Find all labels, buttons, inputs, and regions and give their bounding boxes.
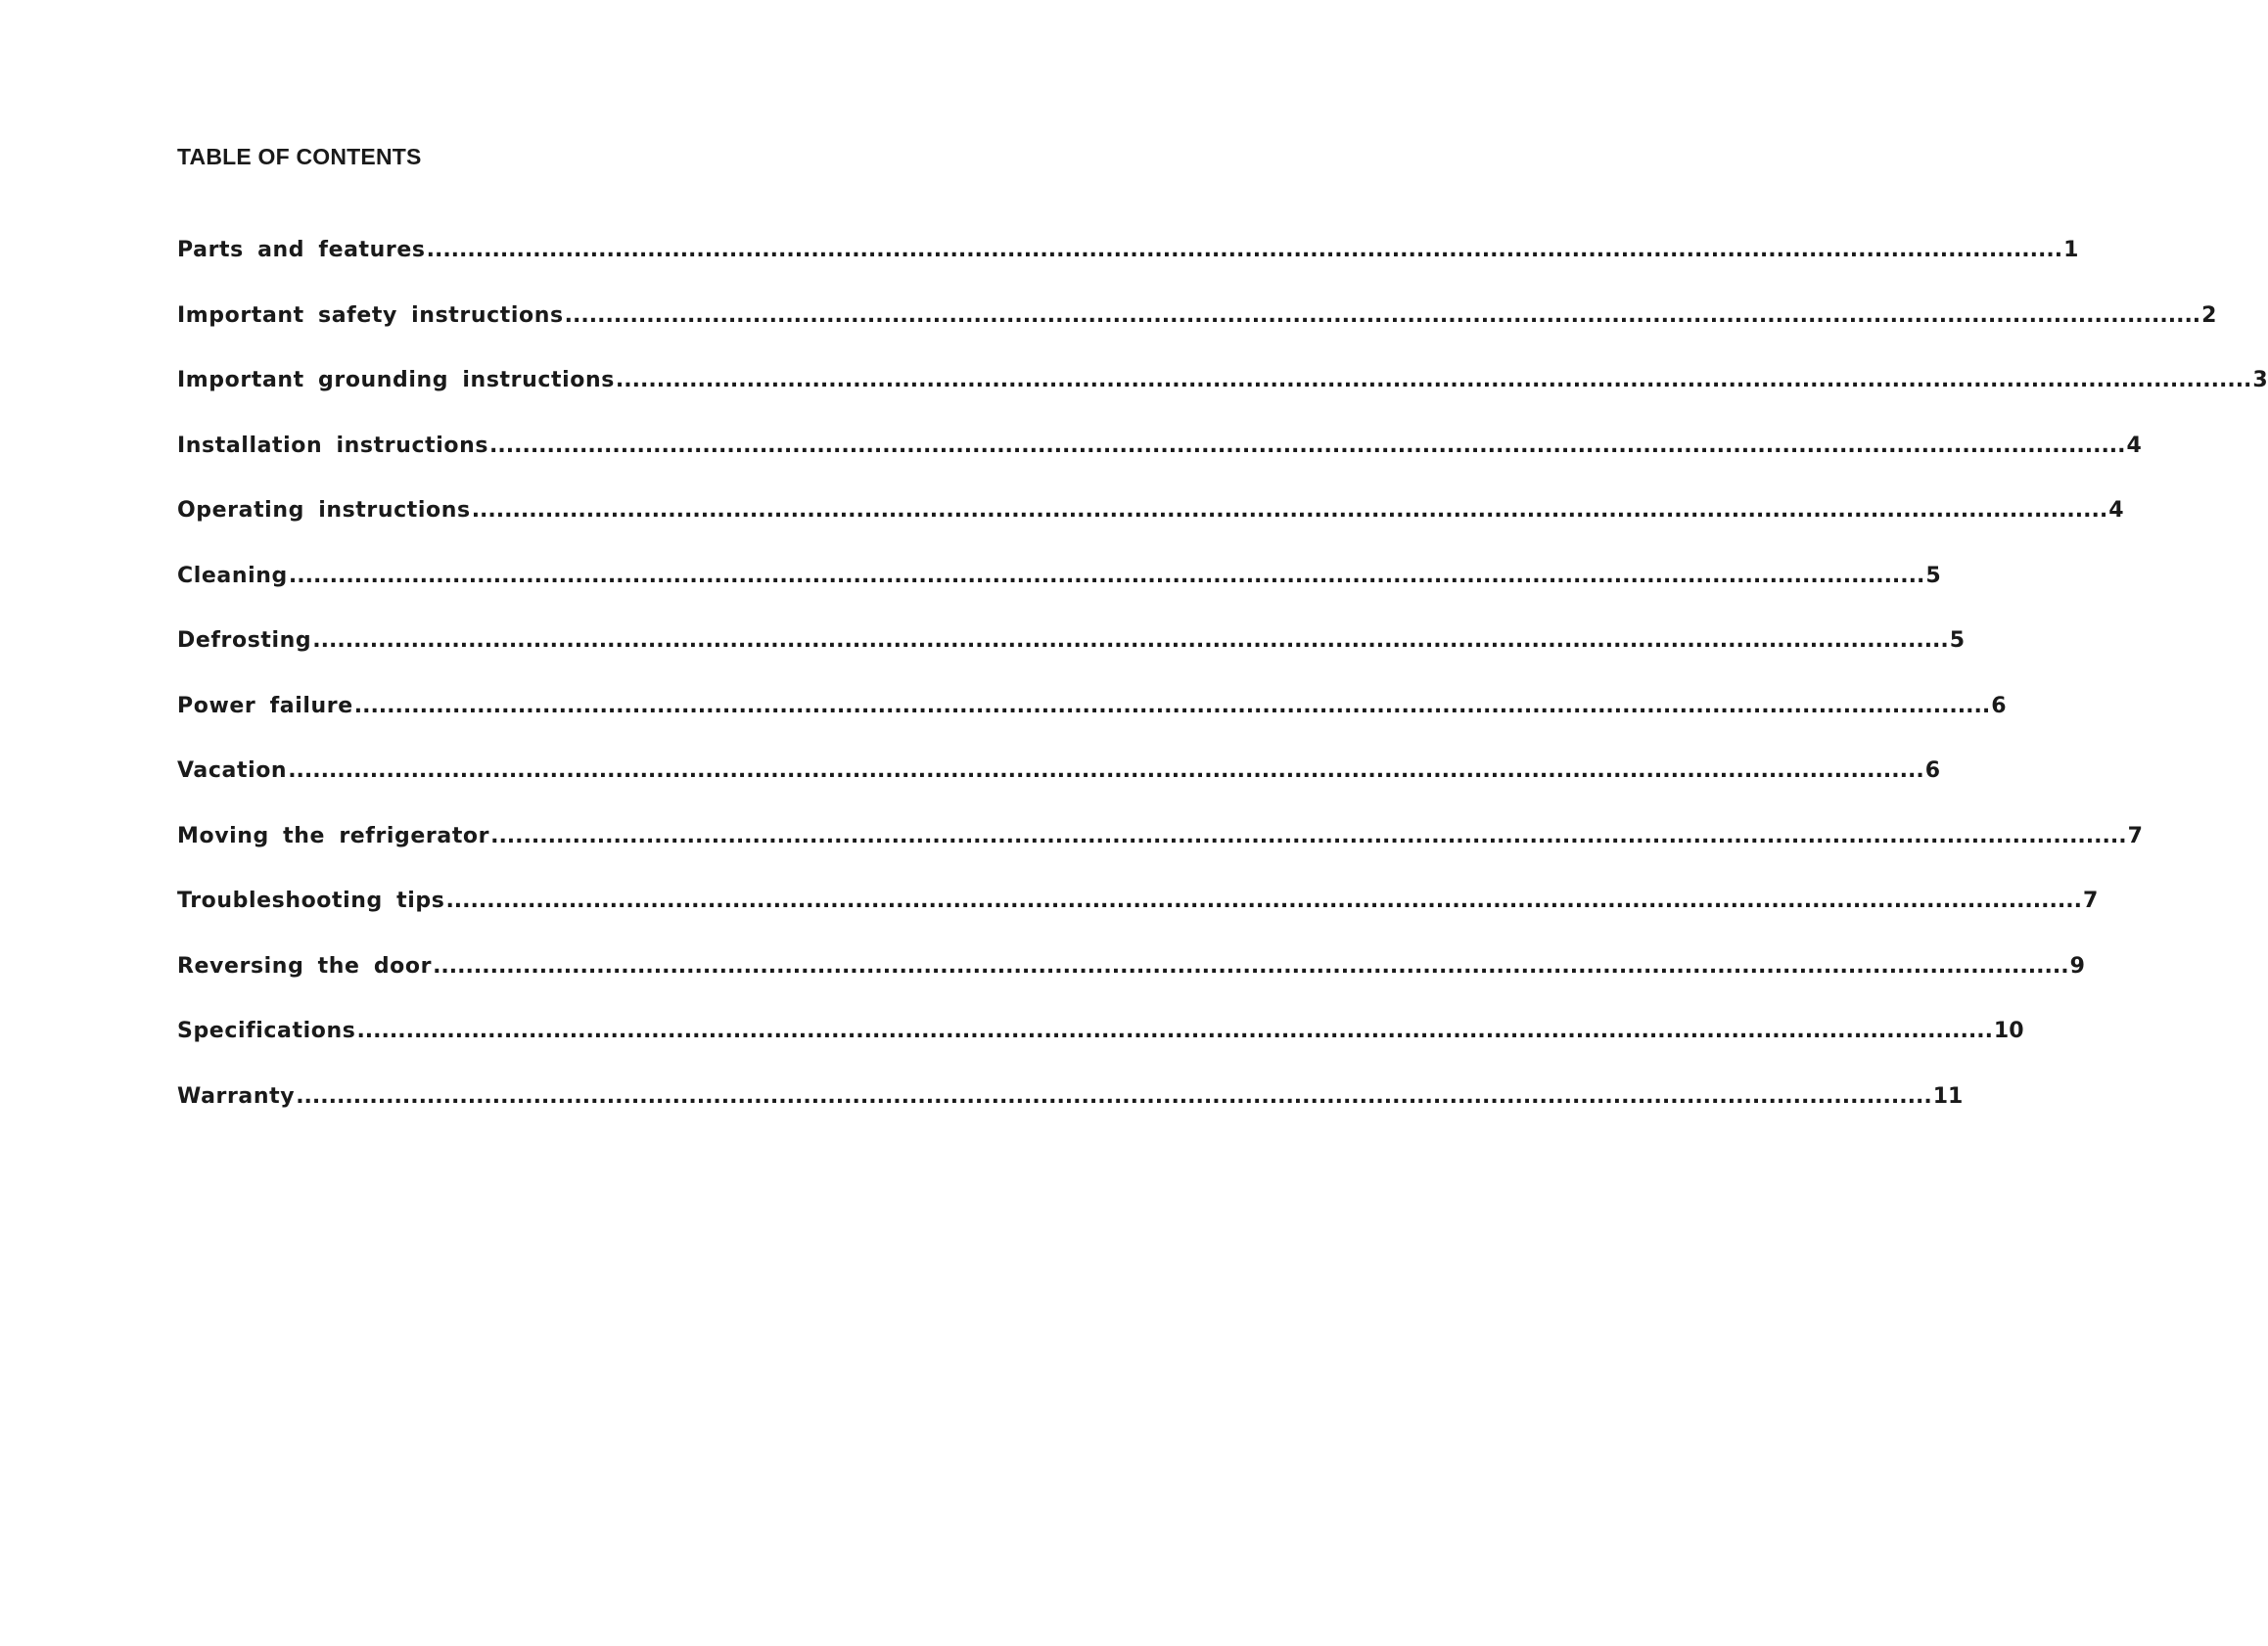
toc-entry-page: 5 xyxy=(1949,628,1966,653)
dot-leader: ........................................................................................................................................................................................................ xyxy=(564,302,2201,328)
toc-entry-troubleshooting-tips[interactable] xyxy=(177,888,2099,953)
toc-entry-label: Moving the refrigerator xyxy=(177,823,490,848)
dot-leader: ........................................................................................................................................................................................................ xyxy=(288,563,1925,588)
toc-entry-label: Parts and features xyxy=(177,238,426,262)
toc-entry-label: Cleaning xyxy=(177,563,288,588)
toc-entry-defrosting[interactable] xyxy=(177,627,1966,693)
toc-entry-page: 6 xyxy=(1991,693,2007,718)
toc-entry-warranty[interactable] xyxy=(177,1083,1964,1149)
toc-entry-moving-the-refrigerator[interactable] xyxy=(177,823,2143,889)
toc-entry-page: 7 xyxy=(2082,889,2099,913)
toc-entry-important-safety-instructions[interactable] xyxy=(177,302,2217,368)
dot-leader: ........................................................................................................................................................................................................ xyxy=(288,758,1924,783)
toc-entry-page: 2 xyxy=(2201,302,2217,328)
toc-entry-page: 5 xyxy=(1925,563,1941,588)
toc-entry-label: Defrosting xyxy=(177,628,312,653)
dot-leader: ........................................................................................................................................................................................................ xyxy=(353,693,1991,718)
dot-leader: ........................................................................................................................................................................................................ xyxy=(615,368,2252,392)
toc-entry-label: Specifications xyxy=(177,1019,356,1043)
toc-entry-page: 4 xyxy=(2126,433,2142,458)
dot-leader: ........................................................................................................................................................................................................ xyxy=(489,433,2126,458)
toc-entry-page: 9 xyxy=(2069,953,2085,979)
toc-entry-label: Vacation xyxy=(177,758,288,783)
toc-entry-vacation[interactable] xyxy=(177,757,1940,823)
toc-entry-label: Operating instructions xyxy=(177,498,471,523)
dot-leader: ........................................................................................................................................................................................................ xyxy=(296,1083,1932,1109)
dot-leader: ........................................................................................................................................................................................................ xyxy=(471,498,2108,523)
dot-leader: ........................................................................................................................................................................................................ xyxy=(356,1019,1993,1043)
toc-entry-installation-instructions[interactable] xyxy=(177,433,2142,498)
toc-entry-page: 1 xyxy=(2063,238,2079,262)
table-of-contents xyxy=(177,237,2268,1148)
dot-leader: ........................................................................................................................................................................................................ xyxy=(426,238,2063,262)
toc-entry-reversing-the-door[interactable] xyxy=(177,953,2085,1019)
toc-entry-page: 3 xyxy=(2252,368,2268,392)
toc-entry-parts-and-features[interactable] xyxy=(177,237,2079,302)
toc-entry-page: 7 xyxy=(2127,823,2143,848)
toc-entry-specifications[interactable] xyxy=(177,1018,2024,1083)
toc-entry-label: Installation instructions xyxy=(177,433,489,458)
toc-entry-page: 11 xyxy=(1932,1083,1964,1109)
toc-entry-label: Reversing the door xyxy=(177,953,433,979)
toc-entry-operating-instructions[interactable] xyxy=(177,497,2124,563)
toc-entry-page: 6 xyxy=(1924,758,1940,783)
toc-entry-label: Important safety instructions xyxy=(177,302,564,328)
dot-leader: ........................................................................................................................................................................................................ xyxy=(490,823,2127,848)
toc-entry-label: Troubleshooting tips xyxy=(177,889,445,913)
toc-entry-label: Important grounding instructions xyxy=(177,368,615,392)
dot-leader: ........................................................................................................................................................................................................ xyxy=(433,953,2069,979)
toc-entry-power-failure[interactable] xyxy=(177,693,2007,758)
toc-entry-important-grounding-instructions[interactable] xyxy=(177,367,2268,433)
toc-entry-label: Power failure xyxy=(177,693,353,718)
page-title: TABLE OF CONTENTS xyxy=(177,144,422,169)
toc-entry-label: Warranty xyxy=(177,1083,296,1109)
toc-entry-page: 10 xyxy=(1993,1019,2024,1043)
dot-leader: ........................................................................................................................................................................................................ xyxy=(445,889,2082,913)
toc-entry-cleaning[interactable] xyxy=(177,563,1941,628)
dot-leader: ........................................................................................................................................................................................................ xyxy=(312,628,1949,653)
toc-entry-page: 4 xyxy=(2108,498,2124,523)
